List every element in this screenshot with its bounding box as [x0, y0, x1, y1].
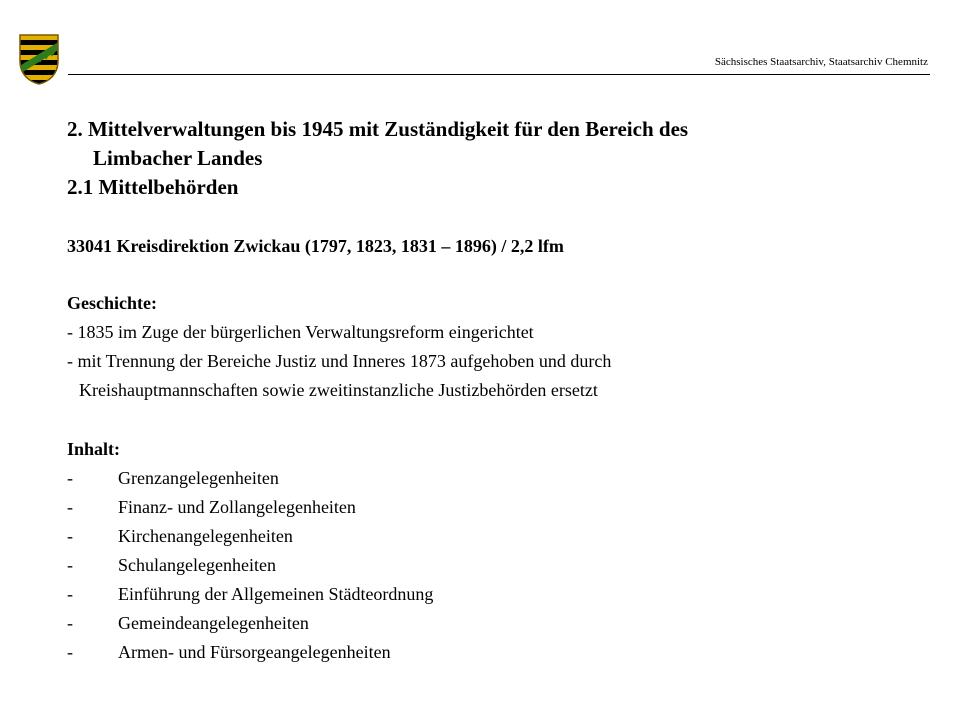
list-item-text: Einführung der Allgemeinen Städteordnung: [118, 584, 434, 604]
history-line: - 1835 im Zuge der bürgerlichen Verwaltungsreform eingerichtet: [67, 322, 534, 342]
list-item-text: Finanz- und Zollangelegenheiten: [118, 497, 356, 517]
history-label: Geschichte:: [67, 293, 157, 313]
section-heading: 2. Mittelverwaltungen bis 1945 mit Zuständigkeit für den Bereich des: [67, 117, 689, 141]
list-bullet: -: [67, 642, 73, 662]
list-item-text: Schulangelegenheiten: [118, 555, 276, 575]
list-bullet: -: [67, 584, 73, 604]
saxony-coat-of-arms-icon: [18, 33, 60, 85]
list-bullet: -: [67, 555, 73, 575]
list-bullet: -: [67, 526, 73, 546]
subsection-heading: 2.1 Mittelbehörden: [67, 175, 239, 199]
archive-source-label: Sächsisches Staatsarchiv, Staatsarchiv Chemnitz: [714, 56, 928, 68]
section-heading-continuation: Limbacher Landes: [93, 146, 263, 170]
list-item-text: Armen- und Fürsorgeangelegenheiten: [118, 642, 391, 662]
list-item-text: Grenzangelegenheiten: [118, 468, 279, 488]
fonds-title: 33041 Kreisdirektion Zwickau (1797, 1823, 1831 – 1896) / 2,2 lfm: [67, 236, 564, 256]
history-line: - mit Trennung der Bereiche Justiz und Inneres 1873 aufgehoben und durch: [67, 351, 612, 371]
list-item-text: Gemeindeangelegenheiten: [118, 613, 309, 633]
list-bullet: -: [67, 468, 73, 488]
list-bullet: -: [67, 497, 73, 517]
list-item-text: Kirchenangelegenheiten: [118, 526, 293, 546]
header-divider: [68, 74, 930, 75]
history-line: Kreishauptmannschaften sowie zweitinstanzliche Justizbehörden ersetzt: [79, 380, 598, 400]
list-bullet: -: [67, 613, 73, 633]
contents-label: Inhalt:: [67, 439, 121, 459]
